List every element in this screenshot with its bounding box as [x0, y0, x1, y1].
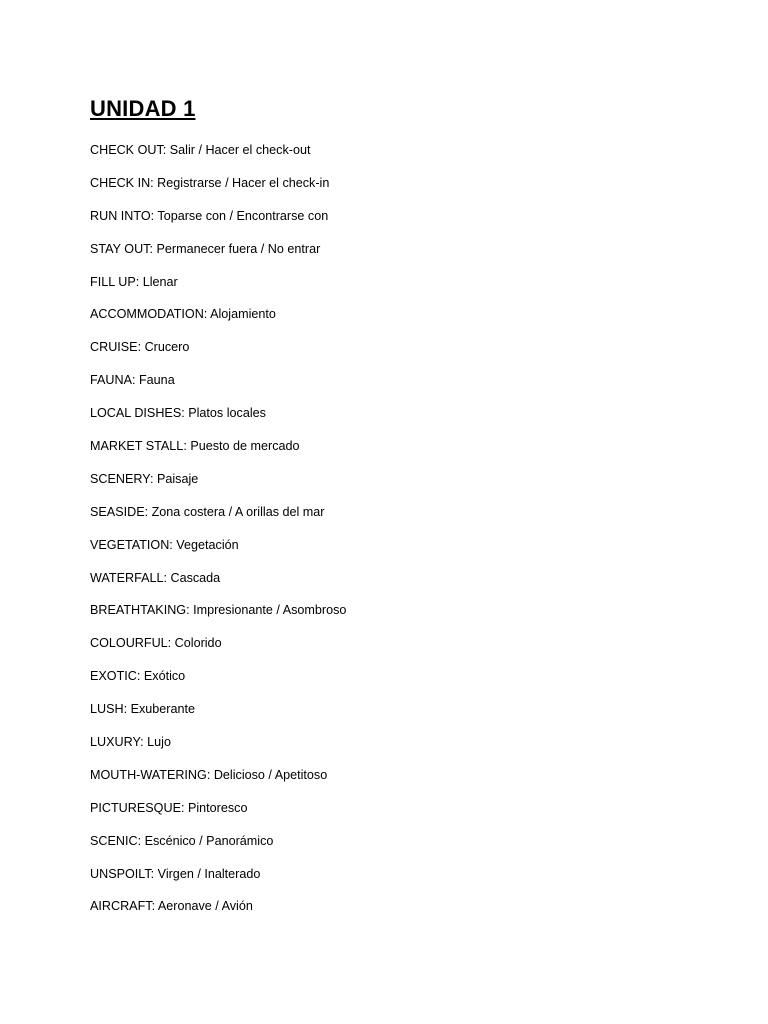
vocab-entry: PICTURESQUE: Pintoresco [90, 800, 248, 815]
vocab-entry: STAY OUT: Permanecer fuera / No entrar [90, 241, 321, 256]
vocab-entry: FILL UP: Llenar [90, 274, 178, 289]
vocab-entry: COLOURFUL: Colorido [90, 636, 222, 651]
vocabulary-list [90, 139, 346, 928]
vocab-entry: FAUNA: Fauna [90, 373, 175, 388]
vocab-entry: WATERFALL: Cascada [90, 570, 221, 585]
vocab-entry: LUSH: Exuberante [90, 702, 196, 717]
vocab-entry: SCENIC: Escénico / Panorámico [90, 833, 274, 848]
vocab-entry: MARKET STALL: Puesto de mercado [90, 439, 300, 454]
vocab-entry: MOUTH-WATERING: Delicioso / Apetitoso [90, 767, 328, 782]
vocab-entry: UNSPOILT: Virgen / Inalterado [90, 866, 261, 881]
vocab-entry: BREATHTAKING: Impresionante / Asombroso [90, 603, 347, 618]
page-title: UNIDAD 1 [90, 96, 196, 121]
vocab-entry: SEASIDE: Zona costera / A orillas del mar [90, 504, 325, 519]
vocab-entry: LOCAL DISHES: Platos locales [90, 406, 266, 421]
vocab-entry: CHECK OUT: Salir / Hacer el check-out [90, 143, 311, 157]
vocab-entry: VEGETATION: Vegetación [90, 537, 239, 552]
vocab-entry: SCENERY: Paisaje [90, 471, 199, 486]
vocab-entry: CHECK IN: Registrarse / Hacer el check-in [90, 175, 330, 190]
vocab-entry: EXOTIC: Exótico [90, 669, 186, 684]
vocab-entry: ACCOMMODATION: Alojamiento [90, 307, 276, 322]
vocab-entry: CRUISE: Crucero [90, 340, 190, 355]
vocab-entry: LUXURY: Lujo [90, 735, 171, 750]
vocab-entry: RUN INTO: Toparse con / Encontrarse con [90, 208, 329, 223]
vocab-entry: AIRCRAFT: Aeronave / Avión [90, 899, 253, 914]
